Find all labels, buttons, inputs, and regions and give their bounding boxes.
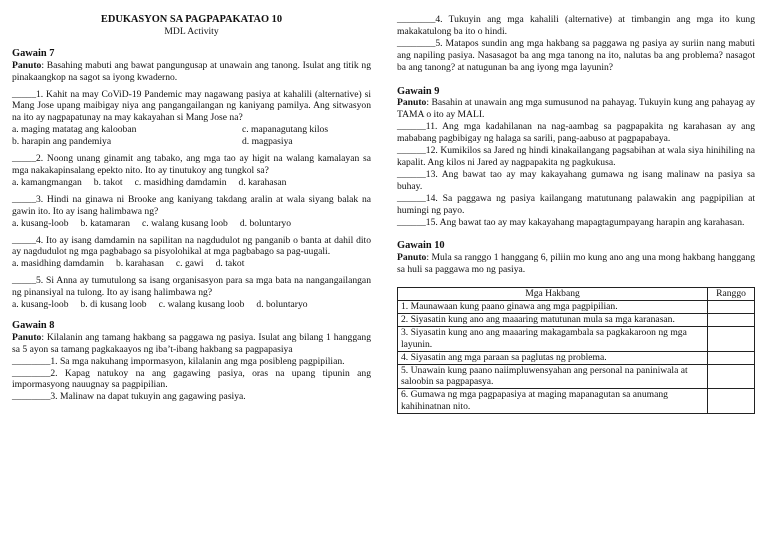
table-row — [398, 364, 755, 389]
statement-12: ______12. Kumikilos sa Jared ng hindi kinakailangang pagsabihan at wala siya hinihiling na kapalit. Ang kilos ni Jared ay nagpapakita ng pagkukusa. — [397, 145, 755, 168]
column-header-rank: Ranggo — [708, 288, 755, 301]
step-cell: 3. Siyasatin kung ano ang maaaring makagambala sa pagkakaroon ng mga layunin. — [398, 326, 708, 351]
option-a: a. kusang-loob — [12, 217, 69, 229]
option-a: a. masidhing damdamin — [12, 258, 104, 270]
question-2-options — [12, 177, 371, 189]
question-4: _____4. Ito ay isang damdamin na sapilitan na nagdudulot ng panganib o banta at dahil dito ay nagdudulot ng mga pagbabago sa pisyolohikal at mga pagbabago sa pag-uugali. — [12, 234, 371, 258]
option-d: d. takot — [215, 258, 245, 270]
question-2: _____2. Noong unang ginamit ang tabako, ang mga tao ay higit na walang kamalayan sa mga nakakapinsalang epekto nito. Ito ay tinutukoy ang tungkol sa? — [12, 153, 371, 176]
question-3: _____3. Hindi na ginawa ni Brooke ang kaniyang takdang aralin at wala siyang balak na gawin ito. Ito ay isang halimbawa ng? — [12, 193, 371, 217]
panuto-label: Panuto — [397, 252, 427, 264]
step-cell: 1. Maunawaan kung paano ginawa ang mga pagpipilian. — [398, 301, 708, 314]
question-4-options — [12, 258, 371, 270]
question-5-options — [12, 299, 371, 311]
ranking-table — [397, 287, 755, 414]
step-item-5: ________5. Matapos sundin ang mga hakbang sa paggawa ng pasiya ay suriin nang mabuti ang napiling pasiya. Nasasagot ba ang mga tanong na ito, nalutas ba ang problema? nasagot ba ang tanong? at natugunan ba ang iyong mga layunin? — [397, 37, 755, 73]
option-b: b. takot — [93, 176, 123, 188]
step-cell: 4. Siyasatin ang mga paraan sa paglutas ng problema. — [398, 351, 708, 364]
table-row — [398, 313, 755, 326]
step-item-3: ________3. Malinaw na dapat tukuyin ang gagawing pasiya. — [12, 391, 246, 403]
table-row — [398, 389, 755, 414]
table-row — [398, 351, 755, 364]
column-header-steps: Mga Hakbang — [398, 288, 708, 301]
rank-cell[interactable] — [708, 301, 755, 314]
step-item-4: ________4. Tukuyin ang mga kahalili (alternative) at timbangin ang mga ito kung makakatulong ba ito o hindi. — [397, 14, 755, 37]
statement-11: ______11. Ang mga kadahilanan na nag-aambag sa pagpapakita ng karahasan ay ang mababang pagbibigay ng halaga sa sarili, pang-aabuso at pagpapabaya. — [397, 121, 755, 145]
question-3-options — [12, 218, 371, 230]
option-c: c. walang kusang loob — [142, 217, 228, 229]
document-subtitle: MDL Activity — [164, 25, 219, 37]
option-d: d. karahasan — [238, 176, 287, 188]
question-1: _____1. Kahit na may CoViD-19 Pandemic may nagawang pasiya at kahalili (alternative) si Mang Jose upang maibigay niya ang pangangailangan ng kaniyang pamilya. Ang sitwasyon na ito ay nagpapatunay na may kakayahan si Mang Jose na? — [12, 88, 371, 124]
gawain-9-instructions — [397, 97, 755, 121]
gawain-7-heading: Gawain 7 — [12, 47, 55, 59]
left-column — [12, 14, 371, 403]
table-row — [398, 326, 755, 351]
option-c: c. mapanagutang kilos — [242, 124, 329, 136]
option-d: d. boluntaryo — [256, 299, 308, 311]
gawain-10-instructions — [397, 252, 755, 276]
rank-cell[interactable] — [708, 351, 755, 364]
gawain-8-instructions — [12, 332, 371, 356]
panuto-label: Panuto — [12, 59, 42, 71]
option-b: b. harapin ang pandemiya — [12, 136, 112, 148]
option-a: a. maging matatag ang kalooban — [12, 124, 137, 136]
option-d: d. boluntaryo — [239, 217, 292, 229]
gawain-8-heading: Gawain 8 — [12, 319, 55, 331]
gawain-10-heading: Gawain 10 — [397, 240, 445, 252]
option-c: c. walang kusang loob — [158, 299, 245, 311]
table-row — [398, 301, 755, 314]
statement-14: ______14. Sa paggawa ng pasiya kailangang matutunang palawakin ang pagpipilian at humingi ng payo. — [397, 192, 755, 216]
option-c: c. gawi — [175, 258, 204, 270]
step-item-1: ________1. Sa mga nakuhang impormasyon, kilalanin ang mga posibleng pagpipilian. — [12, 355, 345, 367]
step-cell: 6. Gumawa ng mga pagpapasiya at maging mapanagutan sa anumang kahihinatnan nito. — [398, 389, 708, 414]
document-title: EDUKASYON SA PAGPAPAKATAO 10 — [100, 14, 283, 25]
gawain-7-instructions — [12, 60, 371, 84]
panuto-label: Panuto — [397, 97, 427, 109]
option-b: b. katamaran — [80, 217, 131, 229]
rank-cell[interactable] — [708, 326, 755, 351]
rank-cell[interactable] — [708, 389, 755, 414]
option-c: c. masidhing damdamin — [134, 176, 227, 188]
step-cell: 5. Unawain kung paano naiimpluwensyahan ang personal na paniniwala at saloobin sa pagpapasya. — [398, 364, 708, 389]
rank-cell[interactable] — [708, 313, 755, 326]
question-1-options — [12, 124, 371, 148]
option-a: a. kamangmangan — [12, 176, 82, 188]
panuto-label: Panuto — [12, 331, 42, 343]
right-column — [397, 14, 755, 414]
statement-15: ______15. Ang bawat tao ay may kakayahang mapagtagumpayang harapin ang karahasan. — [397, 216, 745, 228]
option-b: b. karahasan — [115, 258, 164, 270]
table-header-row — [398, 288, 755, 301]
step-item-2: ________2. Kapag natukoy na ang gagawing pasiya, oras na upang tipunin ang impormasyong nauugnay sa pagpipilian. — [12, 367, 371, 391]
instruction-text: : Basahing mabuti ang bawat pangungusap at unawain ang tanong. Isulat ang titik ng pinakaangkop na sagot sa iyong kwaderno. — [12, 59, 371, 83]
gawain-9-heading: Gawain 9 — [397, 85, 440, 97]
instruction-text: : Basahin at unawain ang mga sumusunod na pahayag. Tukuyin kung ang pahayag ay TAMA o ito ay MALI. — [397, 97, 755, 121]
instruction-text: : Mula sa ranggo 1 hanggang 6, piliin mo kung ano ang una mong hakbang hanggang sa huli sa paggawa mo ng pasiya. — [397, 252, 755, 276]
option-d: d. magpasiya — [242, 136, 293, 148]
rank-cell[interactable] — [708, 364, 755, 389]
option-a: a. kusang-loob — [12, 299, 69, 311]
question-5: _____5. Si Anna ay tumutulong sa isang organisasyon para sa mga bata na nangangailangan ng pinansiyal na tulong. Ito ay isang halimbawa ng? — [12, 275, 371, 299]
statement-13: ______13. Ang bawat tao ay may kakayahang gumawa ng isang malinaw na pasiya sa buhay. — [397, 168, 755, 192]
instruction-text: : Kilalanin ang tamang hakbang sa paggawa ng pasiya. Isulat ang bilang 1 hanggang sa 5 ayon sa tamang pagkakaayos ng iba’t-ibang hakbang sa pagpapasiya — [12, 331, 371, 355]
option-b: b. di kusang loob — [80, 299, 147, 311]
step-cell: 2. Siyasatin kung ano ang maaaring matutunan mula sa mga karanasan. — [398, 313, 708, 326]
